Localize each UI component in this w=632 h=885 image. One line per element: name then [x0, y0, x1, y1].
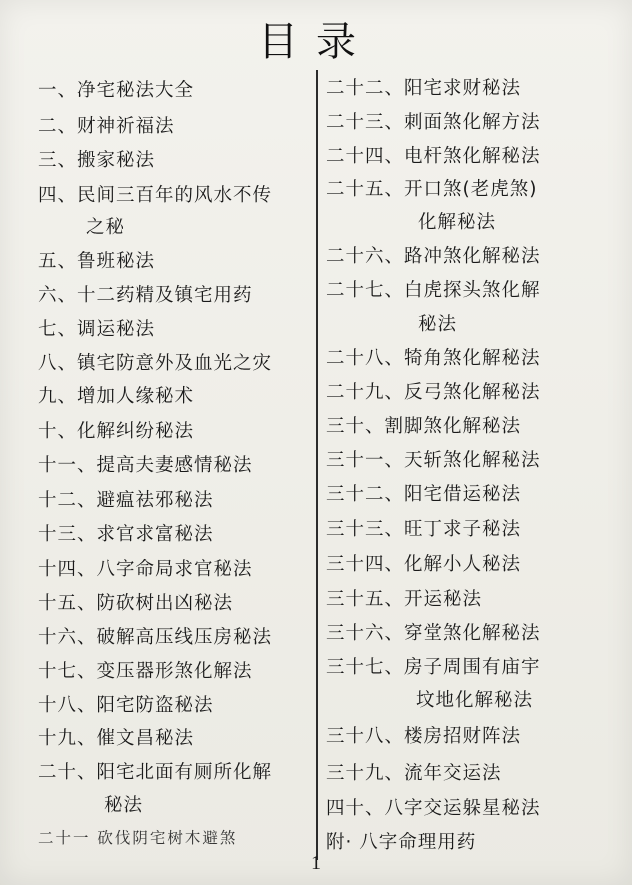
- toc-entry: 三十、割脚煞化解秘法: [326, 416, 522, 437]
- toc-entry: 三十七、房子周围有庙宇: [326, 657, 541, 678]
- toc-entry: 十六、破解高压线压房秘法: [38, 627, 273, 648]
- toc-entry: 七、调运秘法: [38, 319, 156, 340]
- toc-entry: 九、增加人缘秘术: [38, 386, 195, 407]
- toc-entry: 二十五、开口煞(老虎煞): [326, 179, 538, 200]
- toc-entry: 二十三、刺面煞化解方法: [326, 112, 541, 133]
- toc-entry: 三、搬家秘法: [38, 150, 156, 171]
- toc-entry: 八、镇宅防意外及血光之灾: [38, 353, 273, 374]
- toc-entry: 三十六、穿堂煞化解秘法: [326, 623, 541, 644]
- page-title: 目录: [258, 19, 374, 65]
- toc-entry: 二十七、白虎探头煞化解: [326, 280, 541, 301]
- toc-entry: 二十四、电杆煞化解秘法: [326, 146, 541, 167]
- toc-entry: 附· 八字命理用药: [326, 832, 477, 853]
- toc-entry-continued: 坟地化解秘法: [416, 690, 534, 711]
- toc-entry: 三十一、天斩煞化解秘法: [326, 450, 541, 471]
- toc-entry: 十三、求官求富秘法: [38, 524, 214, 545]
- toc-entry: 六、十二药精及镇宅用药: [38, 285, 253, 306]
- toc-entry: 五、鲁班秘法: [38, 251, 156, 272]
- toc-entry-continued: 之秘: [86, 217, 126, 238]
- toc-entry: 二十六、路冲煞化解秘法: [326, 246, 541, 267]
- toc-entry: 三十八、楼房招财阵法: [326, 726, 522, 747]
- toc-entry: 十五、防砍树出凶秘法: [38, 593, 234, 614]
- toc-entry: 二十八、犄角煞化解秘法: [326, 348, 541, 369]
- toc-entry-continued: 秘法: [418, 314, 458, 335]
- toc-entry: 二十、阳宅北面有厕所化解: [38, 762, 273, 783]
- toc-entry: 三十四、化解小人秘法: [326, 554, 522, 575]
- toc-entry: 十八、阳宅防盗秘法: [38, 695, 214, 716]
- page-number: 1: [311, 852, 321, 874]
- toc-entry: 十七、变压器形煞化解法: [38, 661, 253, 682]
- toc-entry: 一、净宅秘法大全: [38, 80, 195, 101]
- toc-entry-continued: 秘法: [104, 795, 144, 816]
- toc-entry: 二十九、反弓煞化解秘法: [326, 382, 541, 403]
- toc-entry: 二十二、阳宅求财秘法: [326, 78, 522, 99]
- toc-entry: 十四、八字命局求官秘法: [38, 559, 253, 580]
- toc-entry: 三十五、开运秘法: [326, 589, 483, 610]
- toc-entry: 四、民间三百年的风水不传: [38, 185, 273, 206]
- toc-entry: 三十三、旺丁求子秘法: [326, 519, 522, 540]
- toc-entry: 十、化解纠纷秘法: [38, 421, 195, 442]
- toc-entry: 二、财神祈福法: [38, 116, 175, 137]
- toc-entry: 四十、八字交运躲星秘法: [326, 798, 541, 819]
- toc-entry-partial: 二十一 砍伐阴宅树木避煞: [38, 829, 238, 847]
- toc-entry: 三十九、流年交运法: [326, 763, 502, 784]
- toc-entry-continued: 化解秘法: [418, 212, 497, 233]
- toc-entry: 三十二、阳宅借运秘法: [326, 484, 522, 505]
- toc-entry: 十二、避瘟祛邪秘法: [38, 490, 214, 511]
- toc-entry: 十一、提高夫妻感情秘法: [38, 455, 253, 476]
- toc-entry: 十九、催文昌秘法: [38, 728, 195, 749]
- column-divider: [316, 70, 318, 860]
